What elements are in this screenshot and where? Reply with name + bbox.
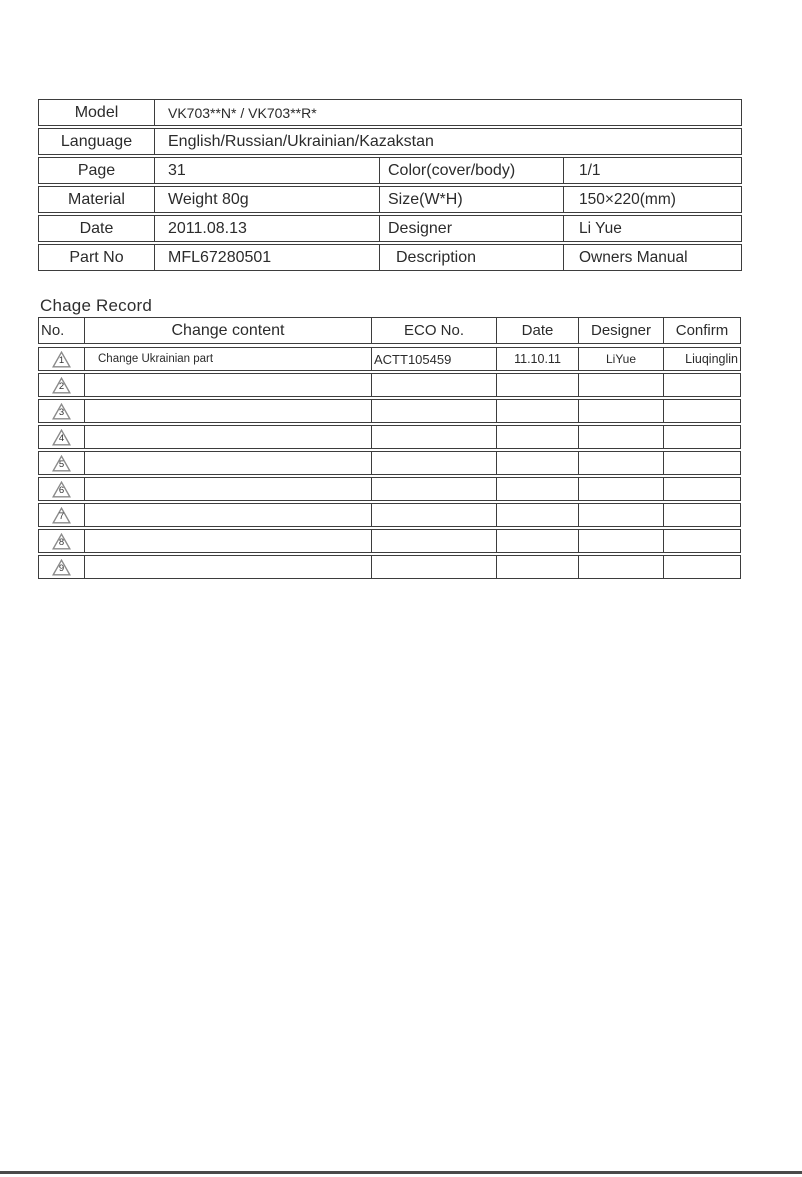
change-record-header-row: [38, 317, 741, 344]
confirm-cell: [663, 478, 740, 500]
spec-label-page: Page: [77, 161, 116, 179]
revision-triangle-icon: [52, 403, 71, 420]
revision-no-cell: [39, 556, 84, 578]
change-content-cell: Change Ukrainian part: [84, 348, 371, 370]
designer-cell: [578, 478, 663, 500]
confirm-cell: [663, 400, 740, 422]
eco-no-cell: [371, 478, 496, 500]
confirm-cell: [663, 452, 740, 474]
eco-no-cell: [371, 374, 496, 396]
spec-table: [38, 99, 742, 273]
designer-cell: [578, 530, 663, 552]
change-content-cell: [84, 452, 371, 474]
spec-value-color: 1/1: [563, 158, 741, 183]
designer-cell: LiYue: [578, 348, 663, 370]
eco-no-cell: [371, 452, 496, 474]
confirm-cell: [663, 504, 740, 526]
revision-number: 1: [58, 354, 65, 366]
spec-label-color: Color(cover/body): [379, 158, 563, 183]
revision-number: 3: [58, 406, 65, 418]
eco-no-cell: [371, 426, 496, 448]
revision-no-cell: [39, 530, 84, 552]
date-cell: [496, 556, 578, 578]
revision-no-cell: [39, 478, 84, 500]
revision-no-cell: [39, 400, 84, 422]
spec-row-partno: [38, 244, 742, 271]
change-content-cell: [84, 400, 371, 422]
change-content-cell: [84, 530, 371, 552]
change-content-cell: [84, 426, 371, 448]
change-content-cell: [84, 556, 371, 578]
revision-triangle-icon: [52, 455, 71, 472]
designer-cell: [578, 504, 663, 526]
change-record-title: Chage Record: [40, 296, 153, 315]
spec-label-date: Date: [79, 219, 114, 237]
eco-no-cell: [371, 400, 496, 422]
spec-value-page: 31: [154, 158, 379, 183]
spec-row-page: [38, 157, 742, 184]
eco-no-cell: [371, 556, 496, 578]
confirm-cell: Liuqinglin: [663, 348, 740, 370]
change-row: [38, 529, 741, 553]
date-cell: [496, 530, 578, 552]
spec-row-language: [38, 128, 742, 155]
date-cell: [496, 374, 578, 396]
header-designer: Designer: [578, 318, 663, 343]
change-row: [38, 555, 741, 579]
change-content-cell: [84, 374, 371, 396]
header-confirm: Confirm: [663, 318, 740, 343]
spec-label-description: Description: [379, 245, 563, 270]
spec-value-designer: Li Yue: [563, 216, 741, 241]
change-content-cell: [84, 504, 371, 526]
date-cell: 11.10.11: [496, 348, 578, 370]
change-row: [38, 425, 741, 449]
header-eco-no: ECO No.: [371, 318, 496, 343]
spec-value-size: 150×220(mm): [563, 187, 741, 212]
revision-triangle-icon: [52, 351, 71, 368]
revision-triangle-icon: [52, 559, 71, 576]
revision-triangle-icon: [52, 429, 71, 446]
revision-no-cell: [39, 374, 84, 396]
eco-no-cell: [371, 504, 496, 526]
revision-number: 9: [58, 562, 65, 574]
date-cell: [496, 478, 578, 500]
spec-value-material: Weight 80g: [154, 187, 379, 212]
header-change-content: Change content: [84, 318, 371, 343]
spec-label-designer: Designer: [379, 216, 563, 241]
revision-no-cell: [39, 348, 84, 370]
revision-number: 2: [58, 380, 65, 392]
change-row: [38, 477, 741, 501]
date-cell: [496, 452, 578, 474]
revision-triangle-icon: [52, 533, 71, 550]
change-record-table: [38, 317, 741, 579]
confirm-cell: [663, 530, 740, 552]
eco-no-cell: [371, 530, 496, 552]
confirm-cell: [663, 426, 740, 448]
change-row: [38, 373, 741, 397]
revision-number: 8: [58, 536, 65, 548]
confirm-cell: [663, 556, 740, 578]
revision-no-cell: [39, 426, 84, 448]
change-content-cell: [84, 478, 371, 500]
change-row: [38, 399, 741, 423]
revision-triangle-icon: [52, 507, 71, 524]
page-bottom-rule: [0, 1171, 802, 1174]
spec-value-partno: MFL67280501: [154, 245, 379, 270]
spec-label-partno: Part No: [69, 248, 124, 266]
spec-label-size: Size(W*H): [379, 187, 563, 212]
spec-row-material: [38, 186, 742, 213]
spec-value-language: English/Russian/Ukrainian/Kazakstan: [154, 129, 741, 154]
confirm-cell: [663, 374, 740, 396]
revision-no-cell: [39, 452, 84, 474]
change-row: [38, 451, 741, 475]
revision-triangle-icon: [52, 481, 71, 498]
header-date: Date: [496, 318, 578, 343]
spec-value-model: VK703**N* / VK703**R*: [154, 100, 741, 125]
change-row: [38, 503, 741, 527]
designer-cell: [578, 374, 663, 396]
date-cell: [496, 400, 578, 422]
revision-number: 6: [58, 484, 65, 496]
eco-no-cell: ACTT105459: [371, 348, 496, 370]
spec-value-date: 2011.08.13: [154, 216, 379, 241]
revision-number: 7: [58, 510, 65, 522]
revision-no-cell: [39, 504, 84, 526]
designer-cell: [578, 452, 663, 474]
revision-number: 4: [58, 432, 65, 444]
designer-cell: [578, 400, 663, 422]
change-row: [38, 347, 741, 371]
header-no: No.: [41, 322, 65, 339]
designer-cell: [578, 556, 663, 578]
spec-label-material: Material: [68, 190, 125, 208]
revision-number: 5: [58, 458, 65, 470]
date-cell: [496, 504, 578, 526]
spec-row-date: [38, 215, 742, 242]
revision-triangle-icon: [52, 377, 71, 394]
spec-label-model: Model: [74, 103, 119, 121]
date-cell: [496, 426, 578, 448]
spec-label-language: Language: [60, 132, 133, 150]
designer-cell: [578, 426, 663, 448]
spec-row-model: [38, 99, 742, 126]
spec-value-description: Owners Manual: [563, 245, 741, 270]
